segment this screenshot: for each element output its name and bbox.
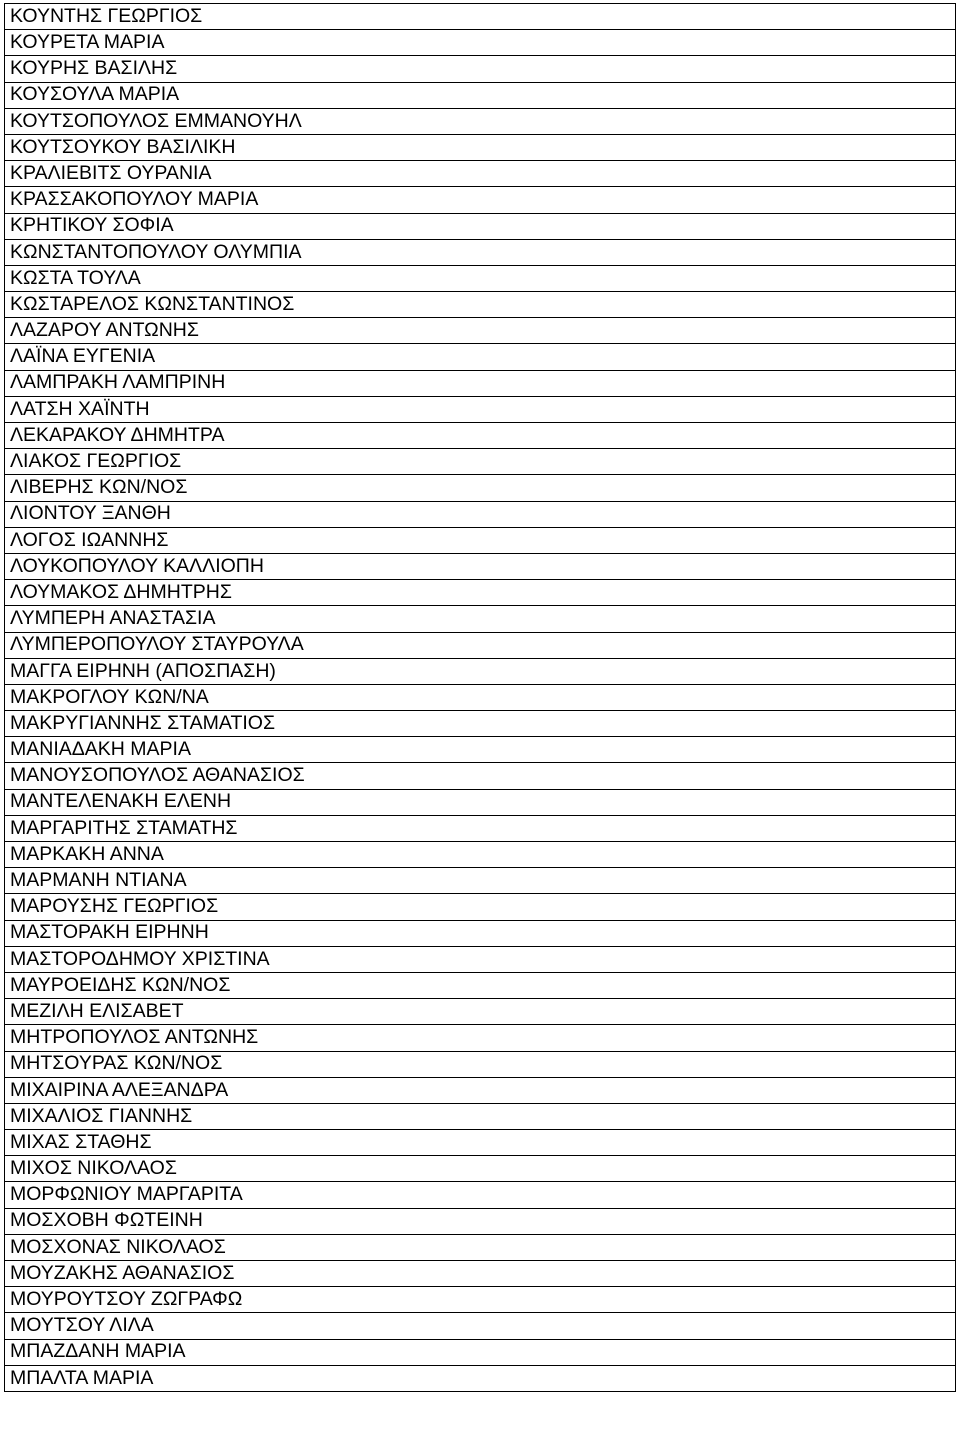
name-cell: ΚΩΝΣΤΑΝΤΟΠΟΥΛΟΥ ΟΛΥΜΠΙΑ — [5, 239, 956, 265]
table-row — [5, 161, 956, 187]
table-row — [5, 763, 956, 789]
table-row — [5, 553, 956, 579]
name-cell: ΜΙΧΑΣ ΣΤΑΘΗΣ — [5, 1130, 956, 1156]
name-cell: ΚΟΥΣΟΥΛΑ ΜΑΡΙΑ — [5, 82, 956, 108]
table-row — [5, 475, 956, 501]
name-cell: ΜΑΥΡΟΕΙΔΗΣ ΚΩΝ/ΝΟΣ — [5, 972, 956, 998]
name-cell: ΚΡΗΤΙΚΟΥ ΣΟΦΙΑ — [5, 213, 956, 239]
table-row — [5, 187, 956, 213]
table-row — [5, 1365, 956, 1391]
name-cell: ΛΙΒΕΡΗΣ ΚΩΝ/ΝΟΣ — [5, 475, 956, 501]
name-cell: ΜΑΣΤΟΡΟΔΗΜΟΥ ΧΡΙΣΤΙΝΑ — [5, 946, 956, 972]
name-cell: ΜΑΝΤΕΛΕΝΑΚΗ ΕΛΕΝΗ — [5, 789, 956, 815]
name-cell: ΜΑΡΓΑΡΙΤΗΣ ΣΤΑΜΑΤΗΣ — [5, 815, 956, 841]
table-row — [5, 789, 956, 815]
name-cell: ΜΠΑΖΔΑΝΗ ΜΑΡΙΑ — [5, 1339, 956, 1365]
name-cell: ΛΑΤΣΗ ΧΑΪΝΤΗ — [5, 396, 956, 422]
table-row — [5, 30, 956, 56]
table-row — [5, 1182, 956, 1208]
name-cell: ΜΑΡΜΑΝΗ ΝΤΙΑΝΑ — [5, 868, 956, 894]
table-row — [5, 1130, 956, 1156]
name-cell: ΜΟΥΤΣΟΥ ΛΙΛΑ — [5, 1313, 956, 1339]
table-row — [5, 1287, 956, 1313]
name-cell: ΜΑΡΚΑΚΗ ΑΝΝΑ — [5, 842, 956, 868]
table-row — [5, 737, 956, 763]
table-row — [5, 82, 956, 108]
name-cell: ΚΟΥΡΕΤΑ ΜΑΡΙΑ — [5, 30, 956, 56]
table-row — [5, 318, 956, 344]
table-row — [5, 1339, 956, 1365]
table-row — [5, 265, 956, 291]
table-row — [5, 815, 956, 841]
table-row — [5, 501, 956, 527]
name-cell: ΜΑΓΓΑ ΕΙΡΗΝΗ (ΑΠΟΣΠΑΣΗ) — [5, 658, 956, 684]
name-cell: ΚΩΣΤΑΡΕΛΟΣ ΚΩΝΣΤΑΝΤΙΝΟΣ — [5, 292, 956, 318]
table-row — [5, 4, 956, 30]
table-row — [5, 1103, 956, 1129]
name-cell: ΜΟΣΧΟΒΗ ΦΩΤΕΙΝΗ — [5, 1208, 956, 1234]
name-cell: ΜΕΖΙΛΗ ΕΛΙΣΑΒΕΤ — [5, 999, 956, 1025]
name-cell: ΜΟΡΦΩΝΙΟΥ ΜΑΡΓΑΡΙΤΑ — [5, 1182, 956, 1208]
table-row — [5, 658, 956, 684]
names-table-body — [5, 4, 956, 1392]
names-table — [4, 3, 956, 1392]
name-cell: ΜΑΚΡΟΓΛΟΥ ΚΩΝ/ΝΑ — [5, 684, 956, 710]
name-cell: ΚΩΣΤΑ ΤΟΥΛΑ — [5, 265, 956, 291]
name-cell: ΜΟΥΖΑΚΗΣ ΑΘΑΝΑΣΙΟΣ — [5, 1261, 956, 1287]
name-cell: ΚΡΑΣΣΑΚΟΠΟΥΛΟΥ ΜΑΡΙΑ — [5, 187, 956, 213]
table-row — [5, 56, 956, 82]
name-cell: ΛΕΚΑΡΑΚΟΥ ΔΗΜΗΤΡΑ — [5, 423, 956, 449]
name-cell: ΛΥΜΠΕΡΟΠΟΥΛΟΥ ΣΤΑΥΡΟΥΛΑ — [5, 632, 956, 658]
name-cell: ΜΑΚΡΥΓΙΑΝΝΗΣ ΣΤΑΜΑΤΙΟΣ — [5, 711, 956, 737]
name-cell: ΜΠΑΛΤΑ ΜΑΡΙΑ — [5, 1365, 956, 1391]
name-cell: ΛΑΖΑΡΟΥ ΑΝΤΩΝΗΣ — [5, 318, 956, 344]
table-row — [5, 292, 956, 318]
name-cell: ΜΙΧΑΛΙΟΣ ΓΙΑΝΝΗΣ — [5, 1103, 956, 1129]
table-row — [5, 842, 956, 868]
table-row — [5, 527, 956, 553]
name-cell: ΜΑΝΟΥΣΟΠΟΥΛΟΣ ΑΘΑΝΑΣΙΟΣ — [5, 763, 956, 789]
table-row — [5, 1208, 956, 1234]
table-row — [5, 449, 956, 475]
name-cell: ΛΙΟΝΤΟΥ ΞΑΝΘΗ — [5, 501, 956, 527]
name-cell: ΜΑΡΟΥΣΗΣ ΓΕΩΡΓΙΟΣ — [5, 894, 956, 920]
table-row — [5, 1077, 956, 1103]
name-cell: ΚΟΥΤΣΟΥΚΟΥ ΒΑΣΙΛΙΚΗ — [5, 134, 956, 160]
name-cell: ΚΡΑΛΙΕΒΙΤΣ ΟΥΡΑΝΙΑ — [5, 161, 956, 187]
table-row — [5, 239, 956, 265]
name-cell: ΚΟΥΝΤΗΣ ΓΕΩΡΓΙΟΣ — [5, 4, 956, 30]
name-cell: ΜΟΥΡΟΥΤΣΟΥ ΖΩΓΡΑΦΩ — [5, 1287, 956, 1313]
name-cell: ΜΟΣΧΟΝΑΣ ΝΙΚΟΛΑΟΣ — [5, 1234, 956, 1260]
table-row — [5, 344, 956, 370]
name-cell: ΛΟΥΜΑΚΟΣ ΔΗΜΗΤΡΗΣ — [5, 580, 956, 606]
table-row — [5, 999, 956, 1025]
name-cell: ΚΟΥΤΣΟΠΟΥΛΟΣ ΕΜΜΑΝΟΥΗΛ — [5, 108, 956, 134]
name-cell: ΛΟΓΟΣ ΙΩΑΝΝΗΣ — [5, 527, 956, 553]
table-row — [5, 868, 956, 894]
table-row — [5, 894, 956, 920]
name-cell: ΜΑΣΤΟΡΑΚΗ ΕΙΡΗΝΗ — [5, 920, 956, 946]
table-row — [5, 1156, 956, 1182]
name-cell: ΜΙΧΑΙΡΙΝΑ ΑΛΕΞΑΝΔΡΑ — [5, 1077, 956, 1103]
table-row — [5, 1313, 956, 1339]
table-row — [5, 606, 956, 632]
name-cell: ΜΗΤΡΟΠΟΥΛΟΣ ΑΝΤΩΝΗΣ — [5, 1025, 956, 1051]
table-row — [5, 1234, 956, 1260]
table-row — [5, 370, 956, 396]
table-row — [5, 108, 956, 134]
name-cell: ΛΟΥΚΟΠΟΥΛΟΥ ΚΑΛΛΙΟΠΗ — [5, 553, 956, 579]
table-row — [5, 134, 956, 160]
table-row — [5, 946, 956, 972]
name-cell: ΜΙΧΟΣ ΝΙΚΟΛΑΟΣ — [5, 1156, 956, 1182]
table-row — [5, 396, 956, 422]
name-cell: ΛΑΜΠΡΑΚΗ ΛΑΜΠΡΙΝΗ — [5, 370, 956, 396]
table-row — [5, 423, 956, 449]
name-cell: ΛΙΑΚΟΣ ΓΕΩΡΓΙΟΣ — [5, 449, 956, 475]
table-row — [5, 213, 956, 239]
table-row — [5, 684, 956, 710]
table-row — [5, 1261, 956, 1287]
name-cell: ΚΟΥΡΗΣ ΒΑΣΙΛΗΣ — [5, 56, 956, 82]
table-row — [5, 1025, 956, 1051]
table-row — [5, 711, 956, 737]
name-cell: ΜΑΝΙΑΔΑΚΗ ΜΑΡΙΑ — [5, 737, 956, 763]
table-row — [5, 580, 956, 606]
table-row — [5, 972, 956, 998]
table-row — [5, 1051, 956, 1077]
name-cell: ΜΗΤΣΟΥΡΑΣ ΚΩΝ/ΝΟΣ — [5, 1051, 956, 1077]
name-cell: ΛΥΜΠΕΡΗ ΑΝΑΣΤΑΣΙΑ — [5, 606, 956, 632]
table-row — [5, 632, 956, 658]
table-row — [5, 920, 956, 946]
name-cell: ΛΑΪΝΑ ΕΥΓΕΝΙΑ — [5, 344, 956, 370]
